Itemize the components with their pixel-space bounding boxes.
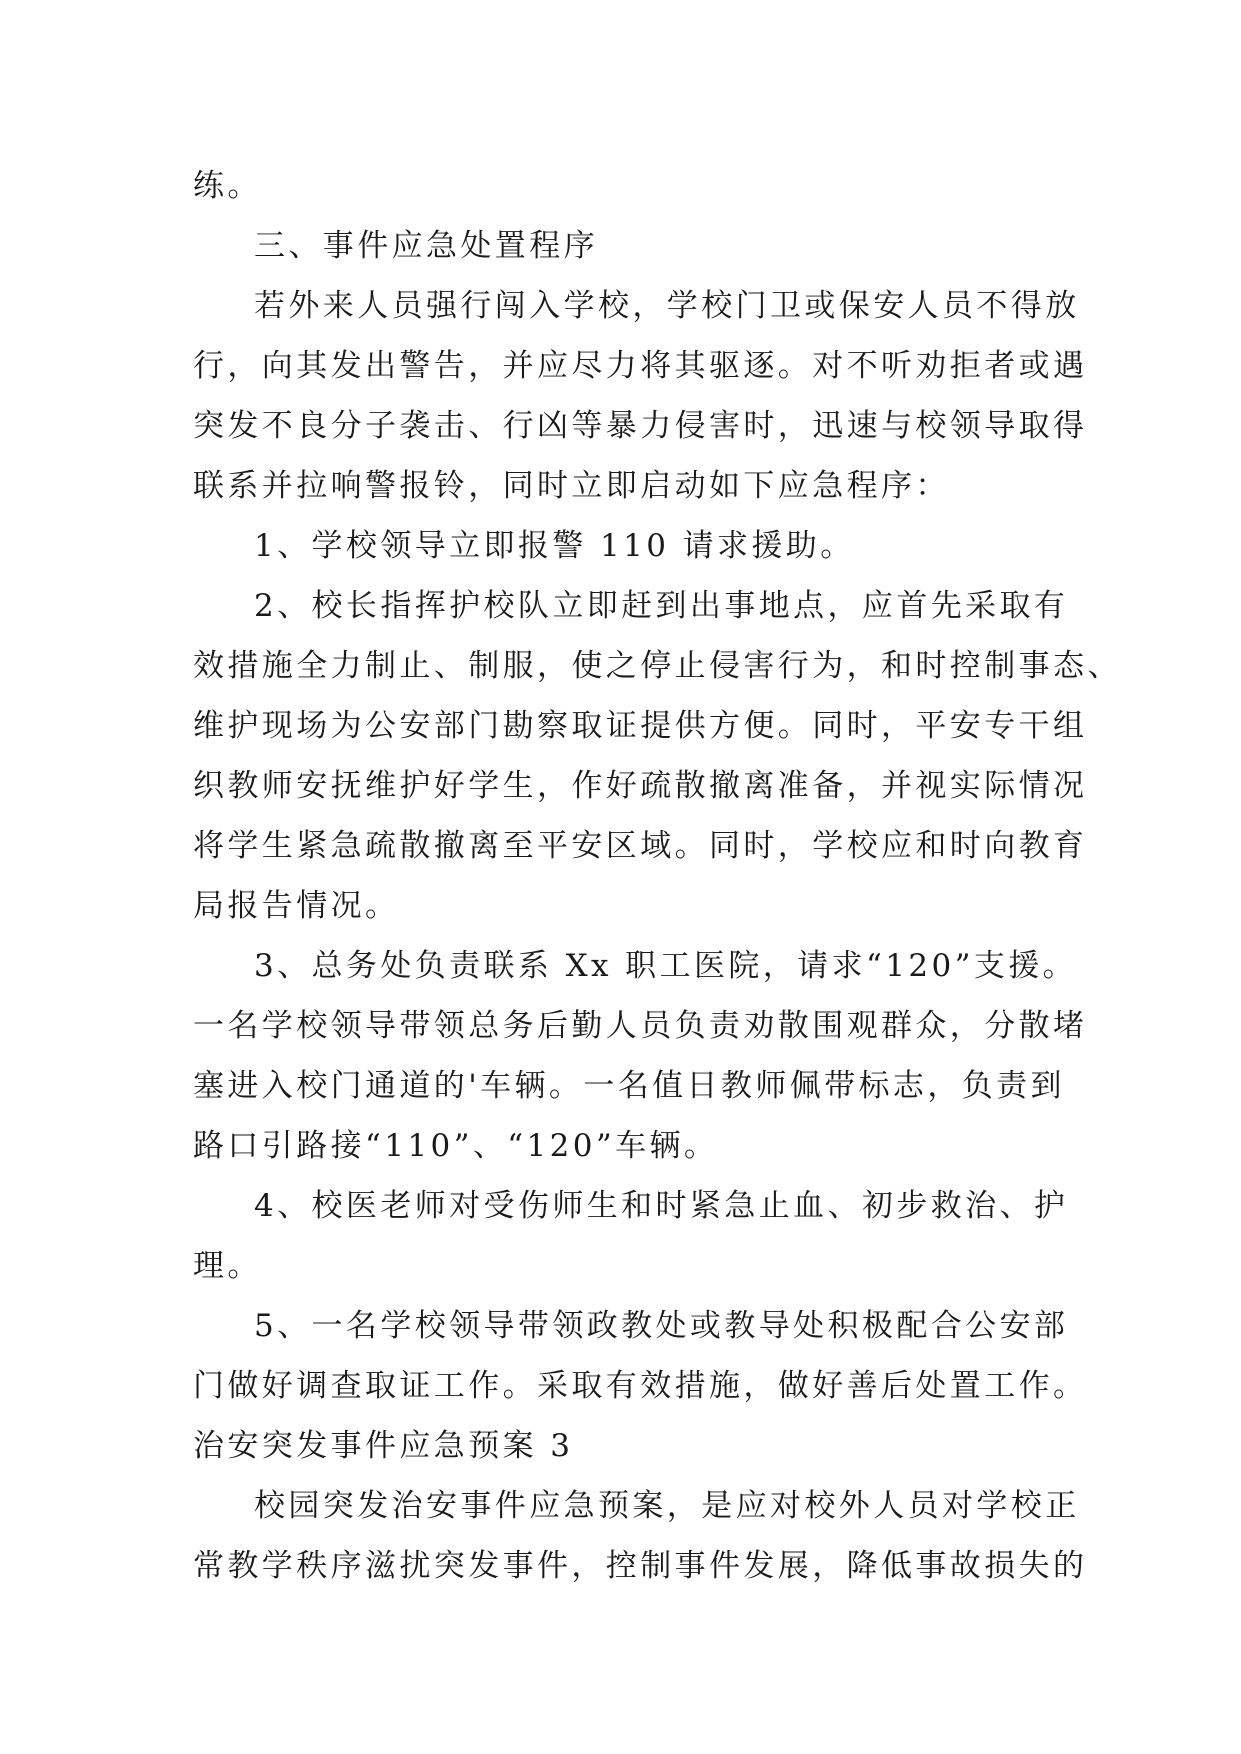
paragraph-line: 塞进入校门通道的'车辆。一名值日教师佩带标志，负责到 bbox=[193, 1068, 1065, 1104]
paragraph-line: 将学生紧急疏散撤离至平安区域。同时，学校应和时向教育 bbox=[193, 828, 1088, 864]
paragraph-line: 校园突发治安事件应急预案，是应对校外人员对学校正 bbox=[254, 1488, 1080, 1524]
paragraph-line-continuation: 练。 bbox=[193, 168, 262, 204]
paragraph-line: 联系并拉响警报铃，同时立即启动如下应急程序： bbox=[193, 468, 950, 504]
paragraph-line: 若外来人员强行闯入学校，学校门卫或保安人员不得放 bbox=[254, 288, 1080, 324]
paragraph-line: 理。 bbox=[193, 1248, 262, 1284]
paragraph-line: 门做好调查取证工作。采取有效措施，做好善后处置工作。 bbox=[193, 1368, 1088, 1404]
paragraph-line: 常教学秩序滋扰突发事件，控制事件发展，降低事故损失的 bbox=[193, 1548, 1088, 1584]
paragraph-line: 效措施全力制止、制服，使之停止侵害行为，和时控制事态、 bbox=[193, 648, 1122, 684]
list-item: 2、校长指挥护校队立即赶到出事地点，应首先采取有 bbox=[254, 588, 1069, 624]
paragraph-line: 一名学校领导带领总务后勤人员负责劝散围观群众，分散堵 bbox=[193, 1008, 1088, 1044]
paragraph-line: 维护现场为公安部门勘察取证提供方便。同时，平安专干组 bbox=[193, 708, 1088, 744]
list-item: 1、学校领导立即报警 110 请求援助。 bbox=[254, 528, 855, 564]
paragraph-line: 突发不良分子袭击、行凶等暴力侵害时，迅速与校领导取得 bbox=[193, 408, 1088, 444]
paragraph-line: 局报告情况。 bbox=[193, 888, 400, 924]
paragraph-line: 织教师安抚维护好学生，作好疏散撤离准备，并视实际情况 bbox=[193, 768, 1088, 804]
paragraph-line: 路口引路接“110”、“120”车辆。 bbox=[193, 1128, 719, 1164]
document-title: 治安突发事件应急预案 3 bbox=[193, 1428, 574, 1464]
section-heading: 三、事件应急处置程序 bbox=[254, 228, 598, 264]
list-item: 5、一名学校领导带领政教处或教导处积极配合公安部 bbox=[254, 1308, 1069, 1344]
list-item: 4、校医老师对受伤师生和时紧急止血、初步救治、护 bbox=[254, 1188, 1069, 1224]
paragraph-line: 行，向其发出警告，并应尽力将其驱逐。对不听劝拒者或遇 bbox=[193, 348, 1088, 384]
list-item: 3、总务处负责联系 Xx 职工医院，请求“120”支援。 bbox=[254, 948, 1078, 984]
